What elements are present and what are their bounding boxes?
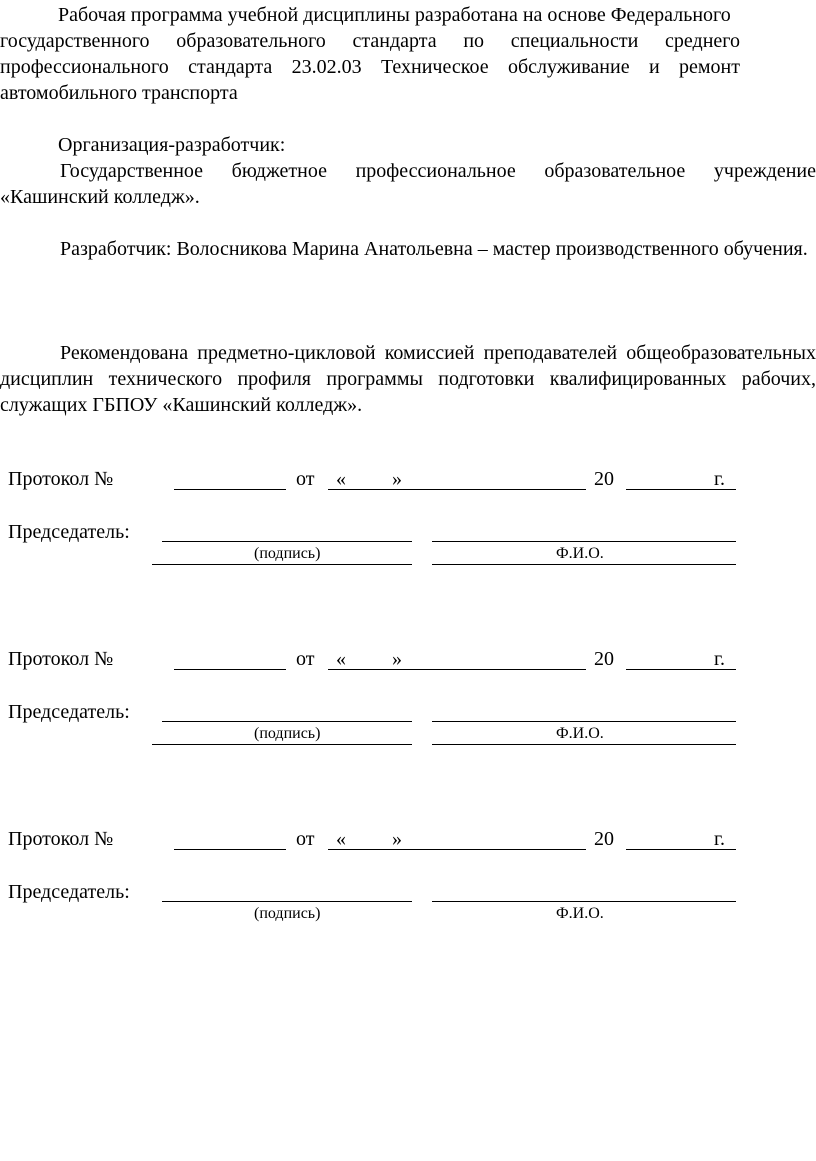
- year-prefix: 20: [594, 828, 614, 850]
- date-line: [328, 849, 586, 850]
- quote-open: «: [336, 648, 346, 670]
- quote-close: »: [392, 828, 402, 850]
- org-label: Организация-разработчик:: [58, 134, 286, 156]
- name-underline: [432, 744, 736, 745]
- protocol-label: Протокол №: [8, 648, 114, 670]
- date-ot: от: [296, 468, 315, 490]
- year-prefix: 20: [594, 468, 614, 490]
- sign-caption: (подпись): [254, 545, 321, 562]
- developer-text: Разработчик: Волосникова Марина Анатольевна – мастер производственного обучения.: [60, 238, 808, 260]
- name-line: [432, 721, 736, 722]
- sign-caption: (подпись): [254, 725, 321, 742]
- chairman-label: Председатель:: [8, 521, 130, 543]
- name-caption: Ф.И.О.: [556, 725, 604, 742]
- sign-caption: (подпись): [254, 905, 321, 922]
- signature-line: [162, 541, 412, 542]
- date-ot: от: [296, 828, 315, 850]
- chairman-label: Председатель:: [8, 881, 130, 903]
- intro-first-line: Рабочая программа учебной дисциплины разработана на основе Федерального: [58, 4, 731, 26]
- name-caption: Ф.И.О.: [556, 545, 604, 562]
- year-prefix: 20: [594, 648, 614, 670]
- year-suffix: г.: [714, 468, 725, 490]
- quote-close: »: [392, 648, 402, 670]
- date-ot: от: [296, 648, 315, 670]
- date-line: [328, 669, 586, 670]
- protocol-label: Протокол №: [8, 828, 114, 850]
- quote-open: «: [336, 468, 346, 490]
- protocol-label: Протокол №: [8, 468, 114, 490]
- protocol-number-line: [174, 849, 286, 850]
- year-suffix: г.: [714, 648, 725, 670]
- year-suffix: г.: [714, 828, 725, 850]
- quote-open: «: [336, 828, 346, 850]
- signature-line: [162, 901, 412, 902]
- signature-line: [162, 721, 412, 722]
- signature-underline: [152, 744, 412, 745]
- org-name: Государственное бюджетное профессиональное образовательное учреждение «Кашинский колледж».: [0, 160, 816, 208]
- date-line: [328, 489, 586, 490]
- quote-close: »: [392, 468, 402, 490]
- name-line: [432, 901, 736, 902]
- protocol-number-line: [174, 489, 286, 490]
- name-underline: [432, 564, 736, 565]
- chairman-label: Председатель:: [8, 701, 130, 723]
- recommended-text: Рекомендована предметно-цикловой комиссией преподавателей общеобразовательных дисциплин технического профиля программы подготовки квалифицированных рабочих, служащих ГБПОУ «Кашинский колледж».: [0, 342, 816, 416]
- intro-paragraph: государственного образовательного стандарта по специальности среднего профессионального стандарта 23.02.03 Техническое обслуживание и ремонт автомобильного транспорта: [0, 30, 740, 104]
- name-line: [432, 541, 736, 542]
- signature-underline: [152, 564, 412, 565]
- name-caption: Ф.И.О.: [556, 905, 604, 922]
- protocol-number-line: [174, 669, 286, 670]
